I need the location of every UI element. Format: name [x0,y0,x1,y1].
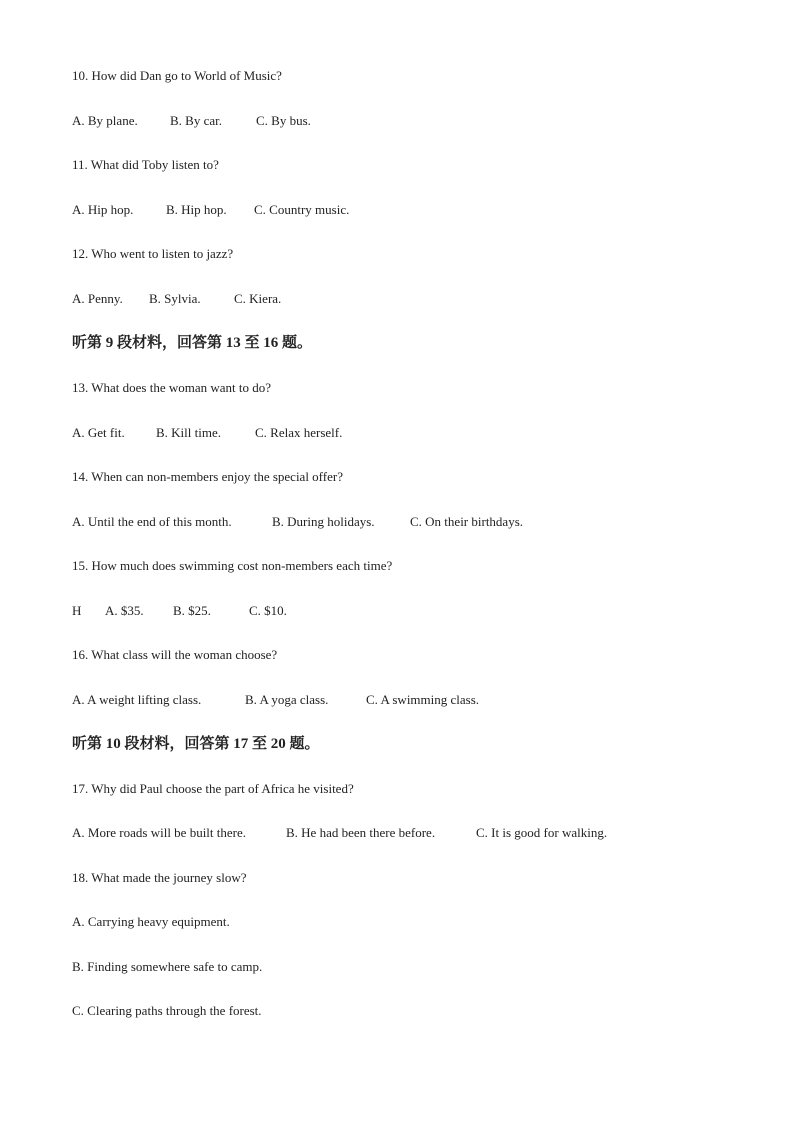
q15-option-b: B. $25. [173,603,211,618]
q10-option-c: C. By bus. [256,113,311,128]
q13-option-c: C. Relax herself. [255,425,343,440]
q14-option-a: A. Until the end of this month. [72,514,232,529]
q18-option-c: C. Clearing paths through the forest. [72,1003,262,1018]
q16-option-b: B. A yoga class. [245,692,329,707]
q14-option-c: C. On their birthdays. [410,514,524,529]
section-heading-9: 听第 9 段材料，回答第 13 至 16 题。 [72,335,313,351]
q13-option-b: B. Kill time. [156,425,221,440]
q17-option-a: A. More roads will be built there. [72,825,247,840]
question-10: 10. How did Dan go to World of Music? [72,68,282,83]
question-16: 16. What class will the woman choose? [72,647,278,662]
q12-option-c: C. Kiera. [234,291,282,306]
q17-option-c: C. It is good for walking. [476,825,608,840]
q18-option-a: A. Carrying heavy equipment. [72,914,230,929]
q12-option-a: A. Penny. [72,291,123,306]
q14-option-b: B. During holidays. [272,514,375,529]
question-15: 15. How much does swimming cost non-members each time? [72,558,393,573]
q15-option-a: A. $35. [105,603,144,618]
q12-option-b: B. Sylvia. [149,291,201,306]
q13-option-a: A. Get fit. [72,425,125,440]
q10-option-a: A. By plane. [72,113,138,128]
q11-option-a: A. Hip hop. [72,202,134,217]
q15-option-c: C. $10. [249,603,287,618]
question-13: 13. What does the woman want to do? [72,380,272,395]
q15-prefix: H [72,603,82,618]
q11-option-b: B. Hip hop. [166,202,227,217]
question-12: 12. Who went to listen to jazz? [72,246,234,261]
question-18: 18. What made the journey slow? [72,870,247,885]
q10-option-b: B. By car. [170,113,222,128]
question-17: 17. Why did Paul choose the part of Africa he visited? [72,781,354,796]
q16-option-c: C. A swimming class. [366,692,480,707]
question-11: 11. What did Toby listen to? [72,157,219,172]
q11-option-c: C. Country music. [254,202,350,217]
q17-option-b: B. He had been there before. [286,825,436,840]
q18-option-b: B. Finding somewhere safe to camp. [72,959,263,974]
section-heading-10: 听第 10 段材料，回答第 17 至 20 题。 [72,736,320,752]
question-14: 14. When can non-members enjoy the special offer? [72,469,343,484]
q16-option-a: A. A weight lifting class. [72,692,202,707]
